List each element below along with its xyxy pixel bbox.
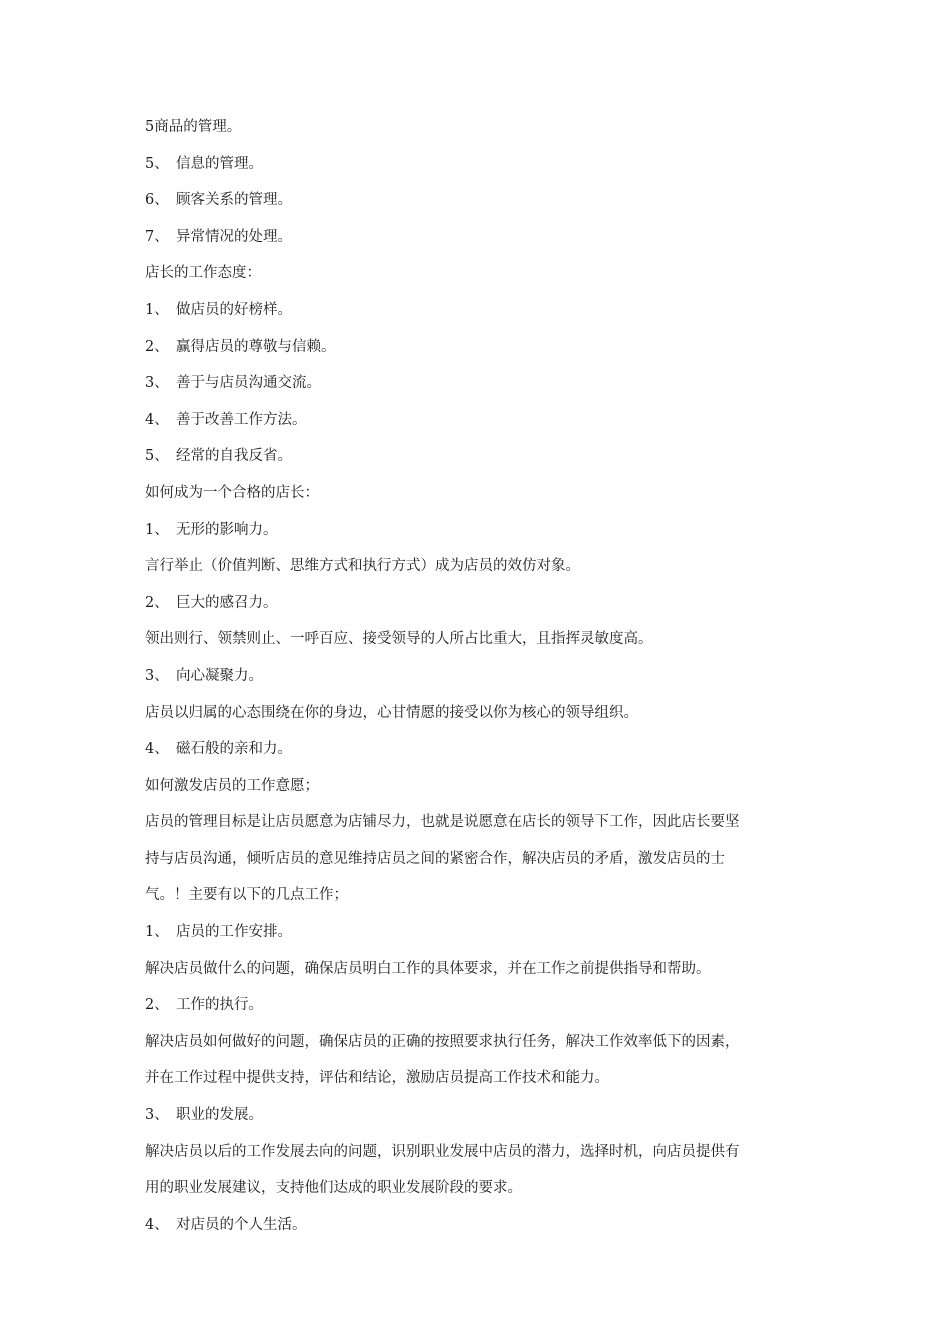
text-line <box>145 1097 805 1134</box>
list-number: 4、 <box>145 741 169 758</box>
line-text: 解决店员如何做好的问题，确保店员的正确的按照要求执行任务，解决工作效率低下的因素， <box>145 1033 740 1050</box>
text-line <box>145 731 805 768</box>
text-line <box>145 219 805 256</box>
line-text: 领出则行、领禁则止、一呼百应、接受领导的人所占比重大，且指挥灵敏度高。 <box>145 631 653 648</box>
line-text: 做店员的好榜样。 <box>176 301 292 318</box>
text-line <box>145 768 805 805</box>
list-number: 4、 <box>145 1216 169 1233</box>
document-body <box>145 109 805 1243</box>
line-text: 气。！主要有以下的几点工作； <box>145 887 348 904</box>
line-text: 用的职业发展建议，支持他们达成的职业发展阶段的要求。 <box>145 1180 522 1197</box>
list-number: 4、 <box>145 411 169 428</box>
text-line <box>145 914 805 951</box>
line-text: 如何成为一个合格的店长： <box>145 484 319 501</box>
line-text: 持与店员沟通，倾听店员的意见维持店员之间的紧密合作，解决店员的矛盾，激发店员的士 <box>145 850 725 867</box>
line-text: 店员以归属的心态围绕在你的身边，心甘情愿的接受以你为核心的领导组织。 <box>145 704 638 721</box>
line-text: 经常的自我反省。 <box>176 448 292 465</box>
line-text: 巨大的感召力。 <box>176 594 278 611</box>
line-text: 工作的执行。 <box>176 997 263 1014</box>
list-number: 5、 <box>145 448 169 465</box>
text-line <box>145 695 805 732</box>
text-line <box>145 804 805 841</box>
line-text: 信息的管理。 <box>176 155 263 172</box>
line-text: 顾客关系的管理。 <box>176 192 292 209</box>
text-line <box>145 329 805 366</box>
list-number: 1、 <box>145 924 169 941</box>
text-line <box>145 512 805 549</box>
text-line <box>145 182 805 219</box>
text-line <box>145 438 805 475</box>
list-number: 6、 <box>145 192 169 209</box>
text-line <box>145 292 805 329</box>
list-number: 2、 <box>145 594 169 611</box>
line-text: 并在工作过程中提供支持，评估和结论，激励店员提高工作技术和能力。 <box>145 1070 609 1087</box>
line-text: 对店员的个人生活。 <box>176 1216 307 1233</box>
list-number: 1、 <box>145 301 169 318</box>
text-line <box>145 1024 805 1061</box>
text-line <box>145 365 805 402</box>
line-text: 职业的发展。 <box>176 1107 263 1124</box>
text-line <box>145 402 805 439</box>
text-line <box>145 951 805 988</box>
text-line <box>145 548 805 585</box>
text-line <box>145 1207 805 1244</box>
text-line <box>145 1060 805 1097</box>
text-line <box>145 109 805 146</box>
text-line <box>145 658 805 695</box>
line-text: 解决店员做什么的问题，确保店员明白工作的具体要求，并在工作之前提供指导和帮助。 <box>145 960 711 977</box>
list-number: 3、 <box>145 667 169 684</box>
text-line <box>145 1170 805 1207</box>
line-text: 言行举止（价值判断、思维方式和执行方式）成为店员的效仿对象。 <box>145 558 580 575</box>
line-text: 店长的工作态度： <box>145 265 261 282</box>
line-text: 解决店员以后的工作发展去向的问题，识别职业发展中店员的潜力，选择时机，向店员提供有 <box>145 1143 740 1160</box>
list-number: 5 <box>145 119 155 135</box>
line-text: 善于与店员沟通交流。 <box>176 375 321 392</box>
text-line <box>145 146 805 183</box>
line-text: 店员的工作安排。 <box>176 924 292 941</box>
text-line <box>145 621 805 658</box>
list-number: 1、 <box>145 521 169 538</box>
text-line <box>145 475 805 512</box>
text-line <box>145 585 805 622</box>
list-number: 5、 <box>145 155 169 172</box>
line-text: 店员的管理目标是让店员愿意为店铺尽力，也就是说愿意在店长的领导下工作，因此店长要坚 <box>145 814 740 831</box>
line-text: 商品的管理。 <box>154 119 242 135</box>
text-line <box>145 877 805 914</box>
line-text: 善于改善工作方法。 <box>176 411 307 428</box>
line-text: 向心凝聚力。 <box>176 667 263 684</box>
line-text: 如何激发店员的工作意愿； <box>145 777 319 794</box>
list-number: 3、 <box>145 375 169 392</box>
text-line <box>145 841 805 878</box>
line-text: 磁石般的亲和力。 <box>176 741 292 758</box>
list-number: 7、 <box>145 228 169 245</box>
line-text: 异常情况的处理。 <box>176 228 292 245</box>
line-text: 无形的影响力。 <box>176 521 278 538</box>
line-text: 赢得店员的尊敬与信赖。 <box>176 338 336 355</box>
list-number: 3、 <box>145 1107 169 1124</box>
text-line <box>145 987 805 1024</box>
text-line <box>145 255 805 292</box>
list-number: 2、 <box>145 338 169 355</box>
text-line <box>145 1134 805 1171</box>
list-number: 2、 <box>145 997 169 1014</box>
